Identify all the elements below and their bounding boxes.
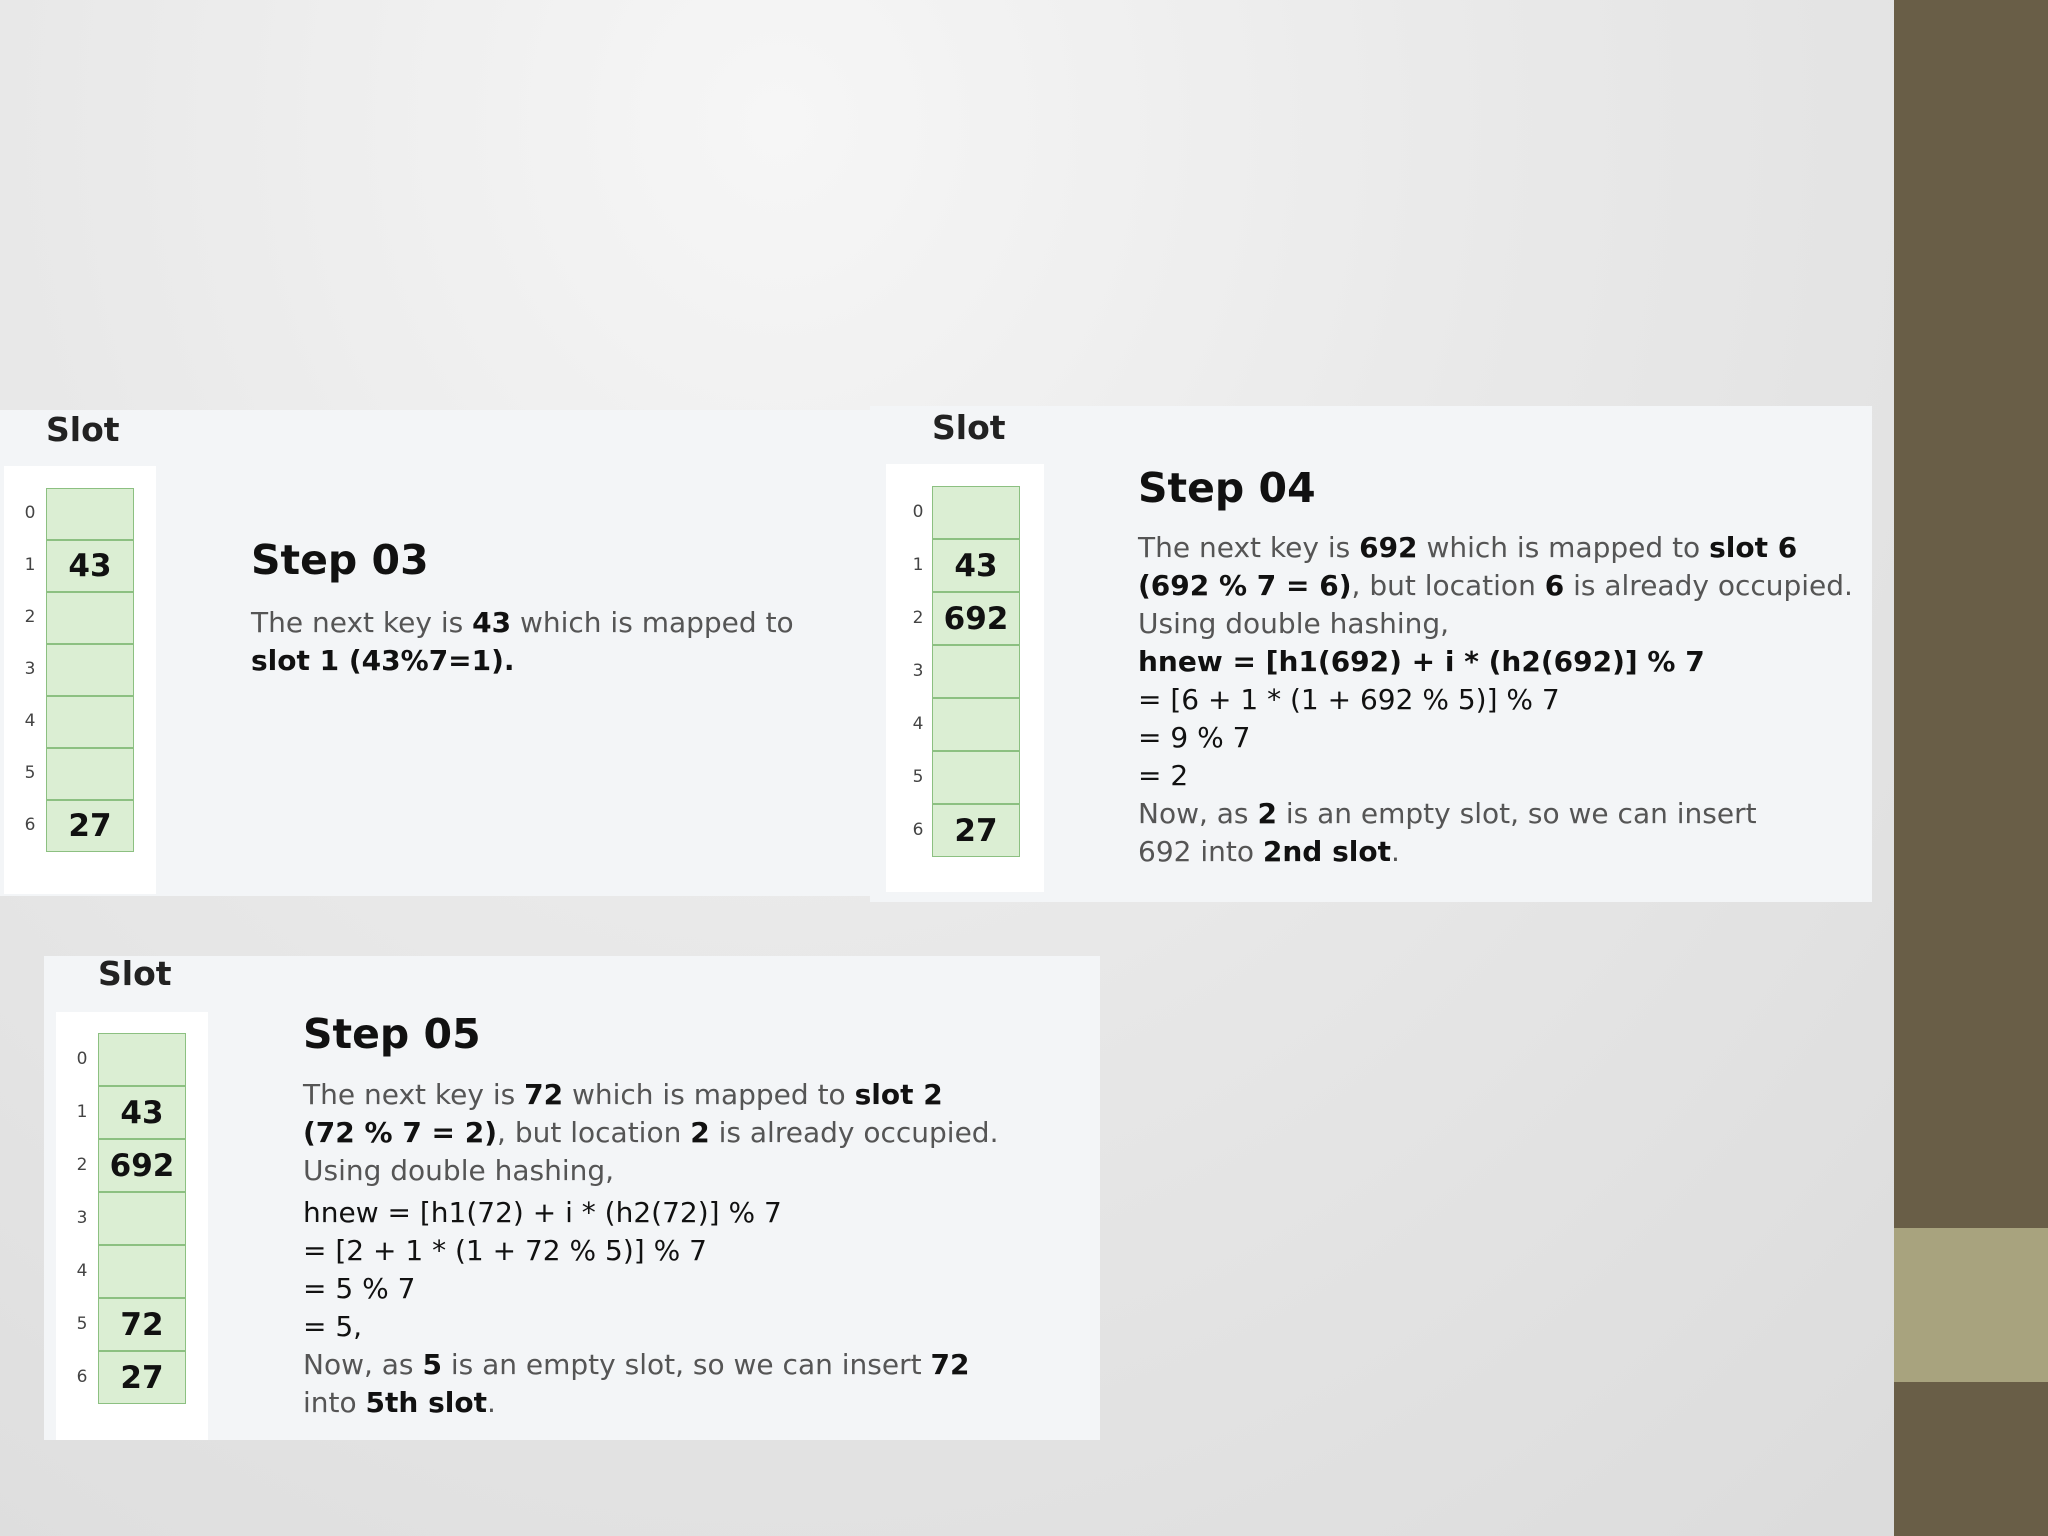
slot-cell: 43 (98, 1086, 186, 1139)
slot-cell (98, 1033, 186, 1086)
slot-index: 1 (912, 554, 924, 575)
slot-cell (46, 644, 134, 696)
slot-index: 6 (24, 815, 36, 835)
slot-cell (46, 696, 134, 748)
step-03-line-1: The next key is 43 which is mapped to (251, 606, 794, 639)
step-05-formula-4: = 5, (303, 1310, 363, 1343)
slot-cell (932, 698, 1020, 751)
step-04-conclusion-1: Now, as 2 is an empty slot, so we can insert (1138, 797, 1757, 830)
slot-cell: 692 (932, 592, 1020, 645)
step-04-formula-3: = 9 % 7 (1138, 721, 1251, 754)
slot-index: 2 (912, 607, 924, 628)
slot-cell: 27 (46, 800, 134, 852)
slot-index: 6 (912, 819, 924, 840)
slot-cell (932, 645, 1020, 698)
slot-cell: 72 (98, 1298, 186, 1351)
step-05-slot-label: Slot (98, 954, 172, 993)
step-04-line-1: The next key is 692 which is mapped to slot 6 (1138, 531, 1798, 564)
step-05-formula-1: hnew = [h1(72) + i * (h2(72)] % 7 (303, 1196, 782, 1229)
slot-cell (932, 751, 1020, 804)
sidebar-decoration (1894, 0, 2048, 1536)
step-05-formula-3: = 5 % 7 (303, 1272, 416, 1305)
slot-index: 2 (24, 607, 36, 627)
step-05-description (303, 1076, 998, 1422)
step-03-line-2: slot 1 (43%7=1). (251, 644, 515, 677)
slot-cell (932, 486, 1020, 539)
step-04-formula-1: hnew = [h1(692) + i * (h2(692)] % 7 (1138, 645, 1705, 678)
slot-cell: 27 (98, 1351, 186, 1404)
step-05-formula-2: = [2 + 1 * (1 + 72 % 5)] % 7 (303, 1234, 707, 1267)
slot-index: 3 (76, 1207, 88, 1228)
slot-index: 3 (24, 659, 36, 679)
slot-index: 6 (76, 1366, 88, 1387)
step-04-formula-2: = [6 + 1 * (1 + 692 % 5)] % 7 (1138, 683, 1560, 716)
slot-index: 0 (24, 503, 36, 523)
slot-index: 1 (76, 1101, 88, 1122)
step-05-conclusion-2: into 5th slot. (303, 1386, 496, 1419)
slot-cell: 43 (932, 539, 1020, 592)
step-05-conclusion-1: Now, as 5 is an empty slot, so we can insert 72 (303, 1348, 970, 1381)
sidebar-accent-block (1894, 1228, 2048, 1382)
slot-cell (98, 1245, 186, 1298)
step-04-line-2: (692 % 7 = 6), but location 6 is already occupied. (1138, 569, 1853, 602)
step-04-formula-4: = 2 (1138, 759, 1189, 792)
slot-index: 3 (912, 660, 924, 681)
slot-index: 5 (24, 763, 36, 783)
step-04-conclusion-2: 692 into 2nd slot. (1138, 835, 1400, 868)
slot-index: 5 (912, 766, 924, 787)
slot-index: 4 (912, 713, 924, 734)
step-04-line-3: Using double hashing, (1138, 607, 1450, 640)
step-05-line-3: Using double hashing, (303, 1154, 615, 1187)
step-03-title: Step 03 (251, 536, 429, 584)
step-05-line-2: (72 % 7 = 2), but location 2 is already occupied. (303, 1116, 999, 1149)
slot-cell (46, 592, 134, 644)
step-04-description (1138, 529, 1853, 871)
slot-cell: 692 (98, 1139, 186, 1192)
slot-index: 4 (76, 1260, 88, 1281)
step-03-slot-label: Slot (46, 410, 120, 449)
slot-index: 4 (24, 711, 36, 731)
step-04-title: Step 04 (1138, 464, 1316, 512)
slot-index: 0 (76, 1048, 88, 1069)
slot-cell (98, 1192, 186, 1245)
slot-cell: 27 (932, 804, 1020, 857)
slot-cell (46, 748, 134, 800)
step-05-title: Step 05 (303, 1010, 481, 1058)
slot-cell (46, 488, 134, 540)
slot-index: 5 (76, 1313, 88, 1334)
slot-index: 1 (24, 555, 36, 575)
slot-cell: 43 (46, 540, 134, 592)
step-04-slot-label: Slot (932, 408, 1006, 447)
step-05-line-1: The next key is 72 which is mapped to slot 2 (303, 1078, 943, 1111)
slot-index: 0 (912, 501, 924, 522)
slot-index: 2 (76, 1154, 88, 1175)
step-03-description (251, 604, 794, 680)
